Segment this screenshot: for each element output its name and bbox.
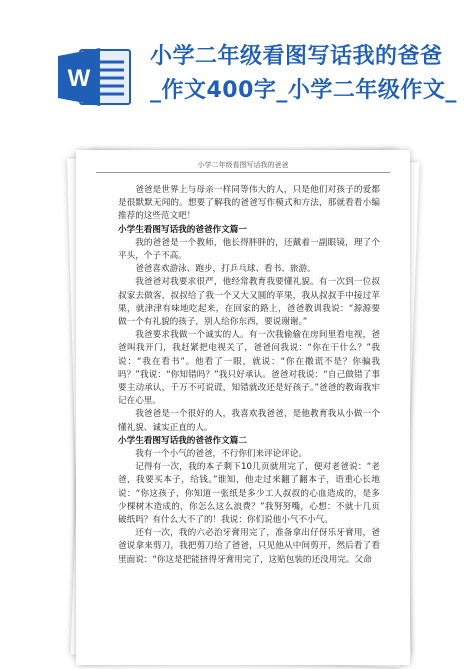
- paragraph: 我有一个小气的爸爸，不行你们来评论评论。: [135, 449, 308, 460]
- banner: [0, 0, 474, 138]
- paragraph: 还有一次，我的六必治牙膏用完了，准备拿出仔伢乐牙膏用，爸爸说拿来剪刀，我把剪刀给了爸爸，只见他从中间剪开，然后看了看里面说：“你这是把能挤得牙膏用完了，这贴包装的还没用完。父命: [118, 528, 380, 565]
- paragraph: 我的爸爸是一个教师，他长得胖胖的，还戴着一副眼镜，理了个平头，个子不高。: [118, 237, 380, 262]
- word-doc-icon: [56, 46, 136, 108]
- page-title: [150, 40, 466, 108]
- paragraph: 爸爸喜欢游泳、跑步，打乒乓球、看书、旅游。: [135, 264, 316, 275]
- svg-text:W: W: [67, 65, 91, 92]
- paragraph: 我爸要求我做一个诚实的人。有一次我偷偷在房间里看电视，爸爸叫我开门，我赶紧把电视关了，爸爸问我说：“你在干什么？”我说：“我在看书”。他看了一眼，就说：“你在撒谎不是？你骗我吗？”我说：“你知错吗？”我只好承认。爸爸对我说：“自己做错了事要主动承认，千万不可说谎，知错就改还是好孩子。”爸爸的教诲我牢记在心里。: [118, 330, 380, 407]
- section-heading: 小学生看图写话我的爸爸作文篇二: [118, 435, 247, 446]
- title-line-2: _作文400字_小学二年级作文_: [150, 78, 457, 103]
- header-divider: [96, 172, 390, 173]
- doc-header: 小学二年级看图写话我的爸爸: [197, 161, 289, 169]
- document-preview: [70, 150, 410, 665]
- doc-body: [118, 184, 380, 567]
- title-line-1: 小学二年级看图写话我的爸爸: [150, 44, 443, 69]
- paragraph: 我爸爸对我要求很严，他经常教育我要懂礼貌。有一次到一位叔叔家去做客，叔叔给了我一个又大又圆的苹果，我从叔叔手中接过苹果，就津津有味地吃起来，在回家的路上，爸爸教训我说：“源源要做一个有礼貌的孩子，别人给你东西，要说谢谢。”: [118, 277, 380, 328]
- paragraph: 我爸爸是一个很好的人，我喜欢我爸爸，是他教育我从小做一个懂礼貌、诚实正直的人。: [118, 409, 380, 433]
- paragraph: 记得有一次，我的本子剩下10几页就用完了，便对老爸说：“老爸，我要买本子，给钱。”谁知，他走过来翻了翻本子，语重心长地说：“你这孩子，你知道一张纸是多少工人叔叔的心血造成的，是多少棵树木造成的，你怎么这么浪费？”我努努嘴，心想：不就十几页破纸吗？有什么大不了的！我说：你们说他小气不小气。: [118, 462, 380, 526]
- paragraph: 爸爸是世界上与母亲一样同等伟大的人，只是他们对孩子的爱都是很默默无闻的。想要了解我的爸爸写作模式和方法，那就看看小编推荐的这些范文吧！: [118, 185, 380, 222]
- section-heading: 小学生看图写话我的爸爸作文篇一: [118, 224, 247, 235]
- front-sheet: [76, 150, 410, 665]
